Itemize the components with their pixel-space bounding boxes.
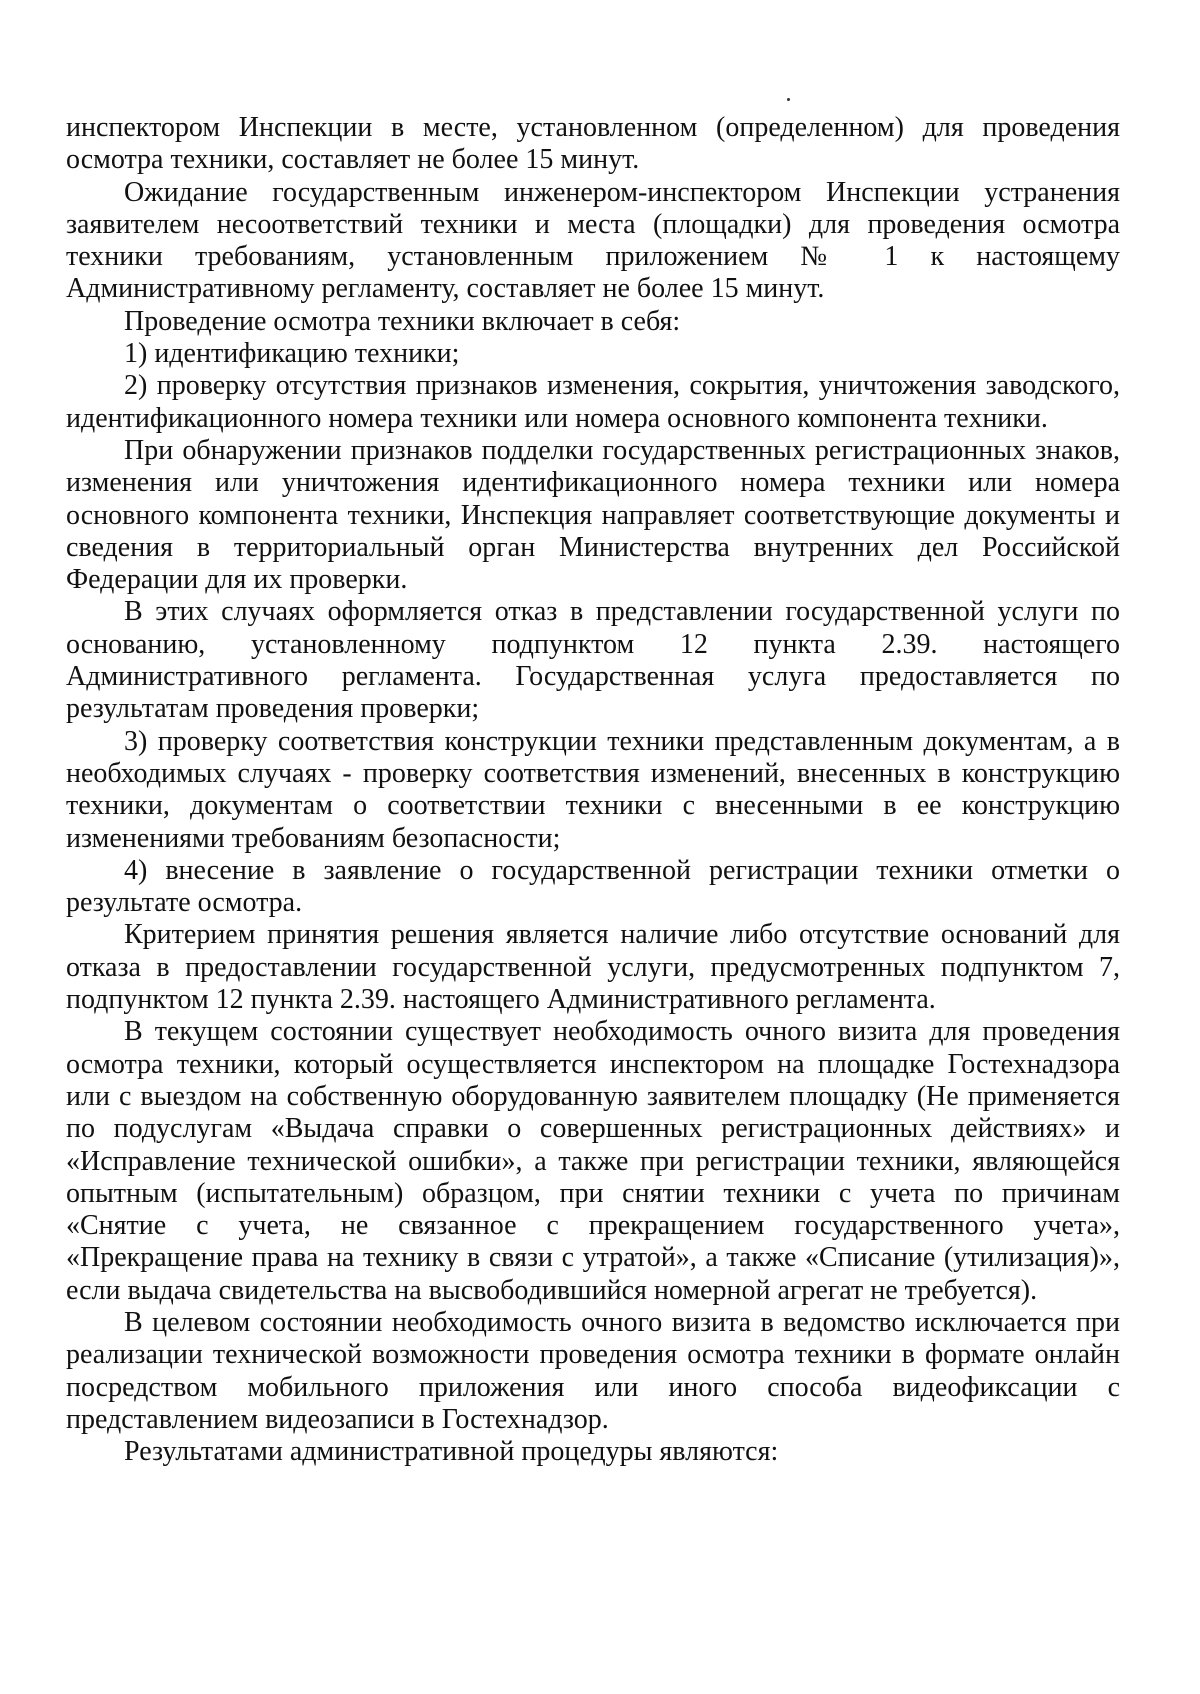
paragraph: Критерием принятия решения является наличие либо отсутствие оснований для отказа в предоставлении государственной услуги, предусмотренных подпунктом 7, подпунктом 12 пункта 2.39. настоящего Административного регламента. bbox=[66, 919, 1120, 1016]
list-item: 3) проверку соответствия конструкции техники представленным документам, а в необходимых случаях - проверку соответствия изменений, внесенных в конструкцию техники, документам о соответствии техники с внесенными в ее конструкцию изменениями требованиям безопасности; bbox=[66, 725, 1120, 854]
list-item: 1) идентификацию техники; bbox=[124, 338, 460, 370]
scan-speck bbox=[787, 98, 790, 101]
list-item: 4) внесение в заявление о государственной регистрации техники отметки о результате осмотра. bbox=[66, 854, 1120, 919]
document-body bbox=[66, 112, 1120, 1468]
paragraph: В целевом состоянии необходимость очного визита в ведомство исключается при реализации технической возможности проведения осмотра техники в формате онлайн посредством мобильного приложения или иного способа видеофиксации с представлением видеозаписи в Гостехнадзор. bbox=[66, 1306, 1120, 1435]
paragraph: При обнаружении признаков подделки государственных регистрационных знаков, изменения или уничтожения идентификационного номера техники или номера основного компонента техники, Инспекция направляет соответствующие документы и сведения в территориальный орган Министерства внутренних дел Российской Федерации для их проверки. bbox=[66, 434, 1120, 596]
paragraph: В текущем состоянии существует необходимость очного визита для проведения осмотра техники, который осуществляется инспектором на площадке Гостехнадзора или с выездом на собственную оборудованную заявителем площадку (Не применяется по подуслугам «Выдача справки о совершенных регистрационных действиях» и «Исправление технической ошибки», а также при регистрации техники, являющейся опытным (испытательным) образцом, при снятии техники с учета по причинам «Снятие с учета, не связанное с прекращением государственного учета», «Прекращение права на технику в связи с утратой», а также «Списание (утилизация)», если выдача свидетельства на высвободившийся номерной агрегат не требуется). bbox=[66, 1016, 1120, 1306]
paragraph: Результатами административной процедуры являются: bbox=[124, 1436, 779, 1468]
paragraph: Ожидание государственным инженером-инспектором Инспекции устранения заявителем несоответствий техники и места (площадки) для проведения осмотра техники требованиям, установленным приложением № 1 к настоящему Административному регламенту, составляет не более 15 минут. bbox=[66, 176, 1120, 305]
paragraph: Проведение осмотра техники включает в себя: bbox=[124, 305, 681, 337]
paragraph: В этих случаях оформляется отказ в представлении государственной услуги по основанию, установленному подпунктом 12 пункта 2.39. настоящего Административного регламента. Государственная услуга предоставляется по результатам проведения проверки; bbox=[66, 596, 1120, 725]
paragraph: инспектором Инспекции в месте, установленном (определенном) для проведения осмотра техники, составляет не более 15 минут. bbox=[66, 112, 1120, 176]
list-item: 2) проверку отсутствия признаков изменения, сокрытия, уничтожения заводского, идентификационного номера техники или номера основного компонента техники. bbox=[66, 370, 1120, 434]
